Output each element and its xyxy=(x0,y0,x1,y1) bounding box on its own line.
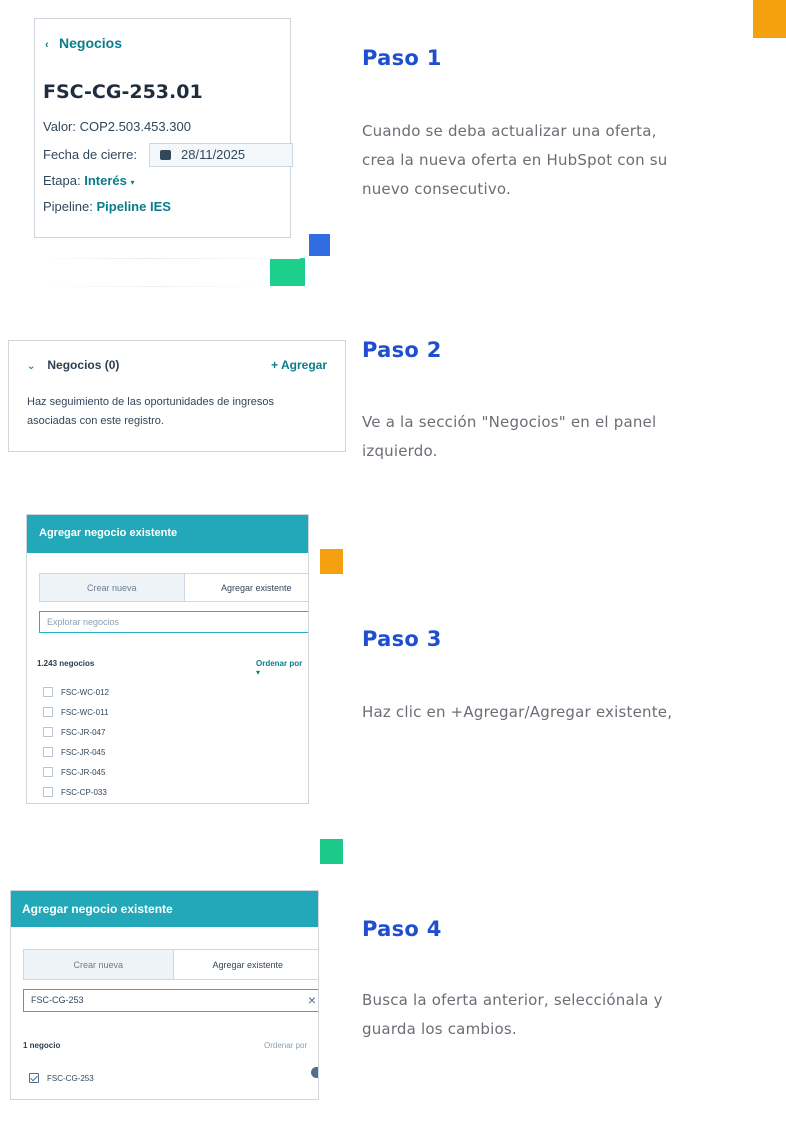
tab-create-new[interactable]: Crear nueva xyxy=(40,574,185,601)
step-1-line: crea la nueva oferta en HubSpot con su xyxy=(362,151,668,169)
deals-count: 1.243 negocios xyxy=(37,659,95,668)
info-icon xyxy=(311,1067,318,1078)
add-deal-button[interactable]: + Agregar xyxy=(271,358,327,372)
search-deals-input[interactable]: Explorar negocios xyxy=(39,611,309,633)
deals-sidebar-section xyxy=(8,340,346,452)
deal-name: FSC-JR-047 xyxy=(61,728,106,737)
step-1-line: Cuando se deba actualizar una oferta, xyxy=(362,122,657,140)
modal-header: Agregar negocio existente xyxy=(27,515,308,553)
list-item[interactable] xyxy=(43,747,105,757)
deals-description-line: asociadas con este registro. xyxy=(27,415,164,427)
sort-by-button[interactable]: Ordenar por xyxy=(264,1041,308,1050)
chevron-left-icon: ‹ xyxy=(45,39,49,51)
deal-record-card xyxy=(34,18,291,238)
search-value: FSC-CG-253 xyxy=(31,995,84,1005)
deal-name: FSC-WC-012 xyxy=(61,688,110,697)
sort-by-label: Ordenar por xyxy=(256,659,303,668)
decor-orange-square-top xyxy=(753,0,786,38)
add-existing-deal-modal xyxy=(26,514,309,804)
modal-header: Agregar negocio existente xyxy=(11,891,318,927)
deals-section-header[interactable] xyxy=(27,358,119,372)
decor-green-square xyxy=(270,258,305,286)
step-4-line: guarda los cambios. xyxy=(362,1020,517,1038)
checkbox[interactable] xyxy=(43,767,53,777)
deal-name: FSC-CG-253 xyxy=(47,1074,94,1083)
sort-by-button[interactable] xyxy=(256,659,308,677)
checkbox[interactable] xyxy=(43,787,53,797)
list-item[interactable] xyxy=(43,727,105,737)
step-2-line: Ve a la sección "Negocios" en el panel xyxy=(362,413,657,431)
close-date-label: Fecha de cierre: xyxy=(43,147,137,162)
add-existing-deal-modal-search xyxy=(10,890,319,1100)
divider-line xyxy=(40,286,270,287)
pipeline-value[interactable]: Pipeline IES xyxy=(96,199,171,214)
tab-add-existing[interactable]: Agregar existente xyxy=(185,574,310,601)
caret-down-icon: ▾ xyxy=(130,178,135,187)
back-link-label: Negocios xyxy=(59,35,123,51)
value-label: Valor: xyxy=(43,119,76,134)
clear-search-icon[interactable]: × xyxy=(307,992,316,1008)
checkbox[interactable] xyxy=(43,727,53,737)
step-3-line: Haz clic en +Agregar/Agregar existente, xyxy=(362,703,673,721)
deal-name: FSC-CP-033 xyxy=(61,788,107,797)
step-2-title: Paso 2 xyxy=(362,338,442,362)
deals-section-title: Negocios (0) xyxy=(47,358,120,372)
close-date-field[interactable] xyxy=(149,143,293,167)
modal-tabs xyxy=(23,949,319,980)
step-1-title: Paso 1 xyxy=(362,46,442,70)
decor-green-square-small xyxy=(320,839,343,864)
pipeline-row xyxy=(43,199,171,214)
list-item[interactable] xyxy=(43,687,109,697)
step-1-description xyxy=(362,117,762,204)
step-4-title: Paso 4 xyxy=(362,917,442,941)
step-2-line: izquierdo. xyxy=(362,442,438,460)
tab-create-new[interactable]: Crear nueva xyxy=(24,950,174,979)
step-1-line: nuevo consecutivo. xyxy=(362,180,512,198)
decor-orange-square-mid xyxy=(320,549,343,574)
stage-row xyxy=(43,173,135,188)
caret-down-icon: ▾ xyxy=(256,668,261,677)
step-4-description xyxy=(362,986,762,1044)
value-amount: COP2.503.453.300 xyxy=(79,119,191,134)
step-4-line: Busca la oferta anterior, selecciónala y xyxy=(362,991,663,1009)
deal-value-row xyxy=(43,119,191,134)
list-item[interactable] xyxy=(43,787,107,797)
calendar-icon xyxy=(160,150,171,160)
step-3-title: Paso 3 xyxy=(362,627,442,651)
checkbox-checked[interactable] xyxy=(29,1073,39,1083)
close-date-row xyxy=(43,147,137,162)
checkbox[interactable] xyxy=(43,687,53,697)
list-item[interactable] xyxy=(29,1073,94,1083)
back-to-deals-link[interactable] xyxy=(45,35,122,51)
stage-value: Interés xyxy=(84,173,127,188)
deals-count: 1 negocio xyxy=(23,1041,61,1050)
tab-add-existing[interactable]: Agregar existente xyxy=(174,950,320,979)
list-item[interactable] xyxy=(43,707,108,717)
modal-tabs xyxy=(39,573,309,602)
checkbox[interactable] xyxy=(43,747,53,757)
list-item[interactable] xyxy=(43,767,105,777)
deal-name: FSC-WC-011 xyxy=(61,708,109,717)
deals-description-line: Haz seguimiento de las oportunidades de ingresos xyxy=(27,396,275,408)
decor-blue-square xyxy=(309,234,330,256)
search-deals-input[interactable] xyxy=(23,989,319,1012)
deals-section-description xyxy=(27,393,327,431)
pipeline-label: Pipeline: xyxy=(43,199,93,214)
stage-label: Etapa: xyxy=(43,173,81,188)
step-3-description xyxy=(362,698,762,727)
divider-line xyxy=(40,258,300,259)
chevron-down-icon: ⌄ xyxy=(27,361,36,372)
deal-name: FSC-JR-045 xyxy=(61,768,106,777)
deal-title: FSC-CG-253.01 xyxy=(43,81,203,103)
stage-dropdown[interactable] xyxy=(84,173,134,188)
close-date-value: 28/11/2025 xyxy=(181,147,246,162)
deal-name: FSC-JR-045 xyxy=(61,748,106,757)
checkbox[interactable] xyxy=(43,707,53,717)
step-2-description xyxy=(362,408,762,466)
